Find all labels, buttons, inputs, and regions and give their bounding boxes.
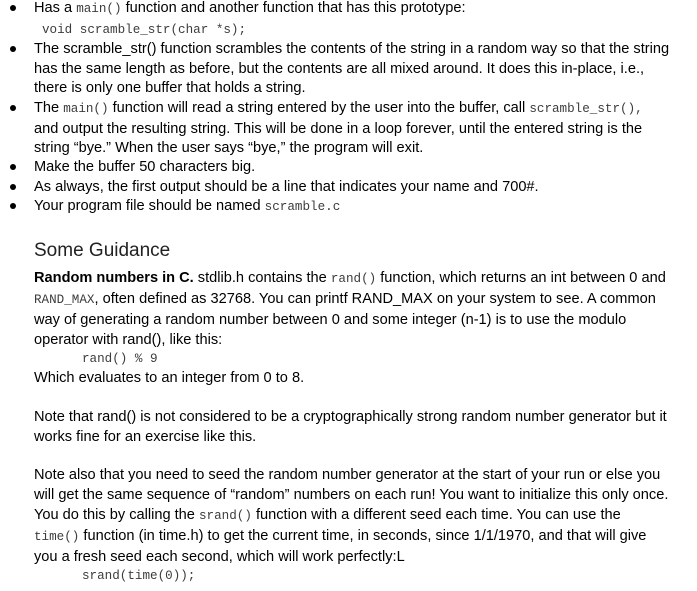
bullet-icon — [10, 164, 16, 170]
paragraph-line: way of generating a random number between 0 and some integer (n-1) is to use the modulo — [34, 312, 627, 328]
paragraph-line — [34, 526, 684, 547]
list-item-line: As always, the first output should be a line that indicates your name and 700#. — [34, 179, 539, 195]
paragraph-seed-note — [34, 465, 684, 585]
paragraph-rand-note — [34, 407, 684, 447]
list-item-line: has the same length as before, but the contents are all mixed around. It does this in-place, i.e., — [34, 60, 645, 77]
list-item-line: Make the buffer 50 characters big. — [34, 159, 256, 175]
paragraph-line: Note also that you need to seed the random number generator at the start of your run or else you — [34, 467, 661, 483]
bold-lead: Random numbers in C. — [34, 270, 194, 286]
text: The — [34, 100, 64, 116]
inline-code: srand() — [198, 509, 252, 523]
inline-code: RAND_MAX — [34, 293, 95, 307]
section-heading: Some Guidance — [34, 240, 171, 261]
list-item — [0, 0, 684, 40]
text: function, which returns an int between 0 and — [376, 270, 666, 286]
paragraph-random-numbers — [34, 268, 684, 388]
list-item-line: and output the resulting string. This will be done in a loop forever, until the entered string is the — [34, 120, 643, 137]
text: You do this by calling the — [34, 507, 199, 523]
list-item-line — [34, 197, 684, 218]
paragraph-line: you a fresh seed each second, which will work perfectly:L — [34, 549, 405, 565]
code-example: rand() % 9 — [82, 352, 158, 366]
bullet-icon — [10, 46, 16, 52]
text: function and another function that has this prototype: — [121, 0, 466, 16]
paragraph-line: works fine for an exercise like this. — [34, 429, 257, 445]
bullet-icon — [10, 203, 16, 209]
bullet-icon — [10, 105, 16, 111]
inline-code: scramble.c — [264, 200, 341, 214]
paragraph-line — [34, 268, 684, 289]
inline-code: time() — [34, 530, 80, 544]
code-example: srand(time(0)); — [82, 569, 196, 583]
paragraph-line: will get the same sequence of “random” numbers on each run! You want to initialize this only once. — [34, 487, 669, 503]
inline-code: main() — [63, 102, 109, 116]
list-item-line — [34, 99, 684, 120]
list-item — [0, 40, 684, 99]
list-item-line: there is only one buffer that holds a string. — [34, 80, 306, 97]
text: Has a — [34, 0, 77, 16]
bullet-icon — [10, 184, 16, 190]
list-item — [0, 99, 684, 159]
bullet-icon — [10, 5, 16, 11]
paragraph-line — [34, 289, 684, 310]
text: stdlib.h contains the — [193, 270, 331, 286]
inline-code: scramble_str(), — [529, 102, 643, 116]
text: function with a different seed each time. You can use the — [251, 507, 621, 523]
paragraph-line — [34, 505, 684, 526]
paragraph-line: operator with rand(), like this: — [34, 332, 223, 348]
list-item-line: string “bye.” When the user says “bye,” the program will exit. — [34, 140, 424, 157]
code-prototype: void scramble_str(char *s); — [42, 22, 247, 37]
list-item-line — [34, 0, 684, 20]
list-item — [0, 178, 684, 198]
text: , often defined as 32768. You can printf RAND_MAX on your system to see. A common — [94, 291, 656, 307]
list-item-line: The scramble_str() function scrambles the contents of the string in a random way so that the string — [34, 41, 670, 57]
list-item — [0, 158, 684, 178]
text: Your program file should be named — [34, 198, 265, 214]
inline-code: rand() — [330, 272, 377, 286]
text: function will read a string entered by the user into the buffer, call — [108, 100, 530, 116]
paragraph-line: Note that rand() is not considered to be a cryptographically strong random number generator but it — [34, 409, 667, 425]
inline-code: main() — [76, 2, 122, 16]
paragraph-line: Which evaluates to an integer from 0 to 8. — [34, 370, 305, 386]
list-item — [0, 197, 684, 218]
text: function (in time.h) to get the current time, in seconds, since 1/1/1970, and that will give — [79, 528, 647, 544]
